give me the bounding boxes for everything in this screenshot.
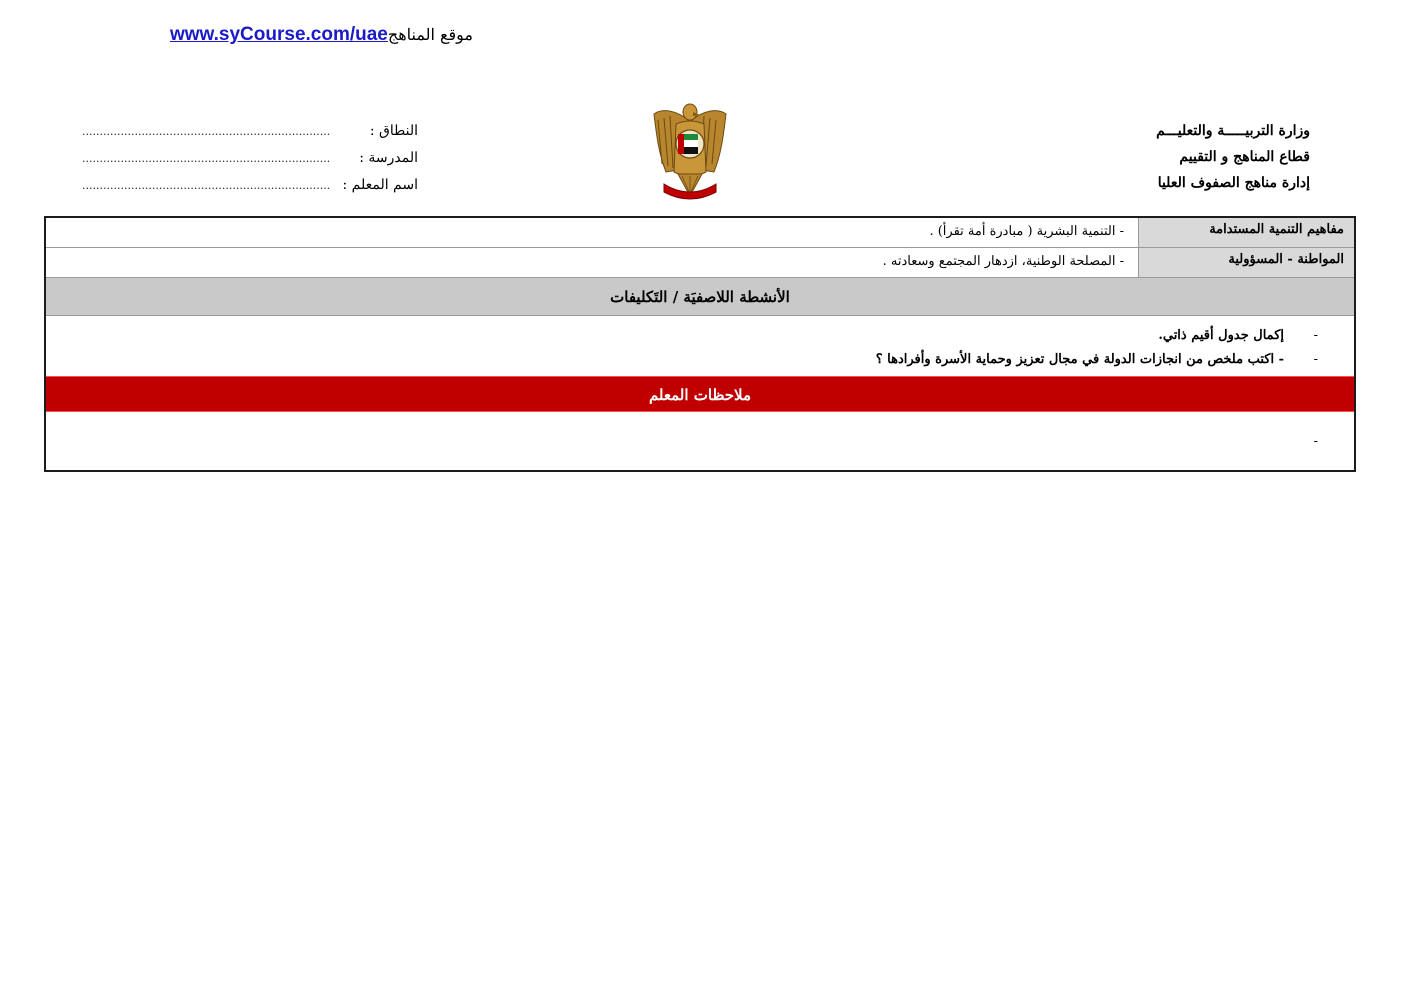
- ministry-line-1: وزارة التربيـــــة والتعليـــم: [1156, 123, 1310, 139]
- teacher-notes-heading: ملاحظات المعلم: [46, 376, 1354, 412]
- zone-field[interactable]: .......................................................................: [82, 125, 331, 138]
- notes-bullet: -: [1313, 434, 1318, 449]
- teacher-info-block: [82, 118, 418, 199]
- ministry-line-2: قطاع المناهج و التقييم: [1179, 149, 1310, 165]
- task-bullet: -: [1313, 352, 1318, 367]
- ministry-line-3: إدارة مناهج الصفوف العليا: [1157, 175, 1310, 191]
- zone-label: النطاق :: [369, 123, 418, 139]
- task-text: إكمال جدول أقيم ذاتي.: [1158, 328, 1284, 343]
- task-bullet: -: [1313, 328, 1318, 343]
- teacher-name-label: اسم المعلم :: [342, 177, 418, 193]
- teacher-name-field[interactable]: .......................................................................: [82, 179, 331, 192]
- row-sustainable-development: [46, 218, 1354, 248]
- task-text: - اكتب ملخص من انجازات الدولة في مجال تعزيز وحماية الأسرة وأفرادها ؟: [875, 352, 1284, 367]
- info-row-zone: [82, 118, 418, 145]
- uae-emblem-logo: [648, 100, 732, 204]
- ministry-header: [1050, 118, 1310, 196]
- sustainable-development-value: - التنمية البشرية ( مبادرة أمة تقرأ) .: [929, 224, 1124, 239]
- site-link[interactable]: www.syCourse.com/uae: [170, 24, 388, 45]
- lesson-table: [44, 216, 1356, 472]
- activities-body: [46, 316, 1354, 376]
- citizenship-value: - المصلحة الوطنية، ازدهار المجتمع وسعادته .: [882, 254, 1124, 269]
- list-item: [876, 324, 1318, 348]
- site-line: [170, 24, 473, 52]
- sustainable-development-label: مفاهيم التنمية المستدامة: [1138, 218, 1354, 247]
- activities-heading: الأنشطة اللاصفيَة / التَكليفات: [46, 278, 1354, 316]
- info-row-teacher: [82, 172, 418, 199]
- school-field[interactable]: .......................................................................: [82, 152, 331, 165]
- row-citizenship: [46, 248, 1354, 278]
- task-list: [876, 324, 1318, 372]
- site-label: موقع المناهج: [387, 25, 473, 44]
- citizenship-label: المواطنة - المسؤولية: [1138, 248, 1354, 277]
- info-row-school: [82, 145, 418, 172]
- list-item: [876, 348, 1318, 372]
- teacher-notes-body: [46, 412, 1354, 472]
- school-label: المدرسة :: [359, 150, 418, 166]
